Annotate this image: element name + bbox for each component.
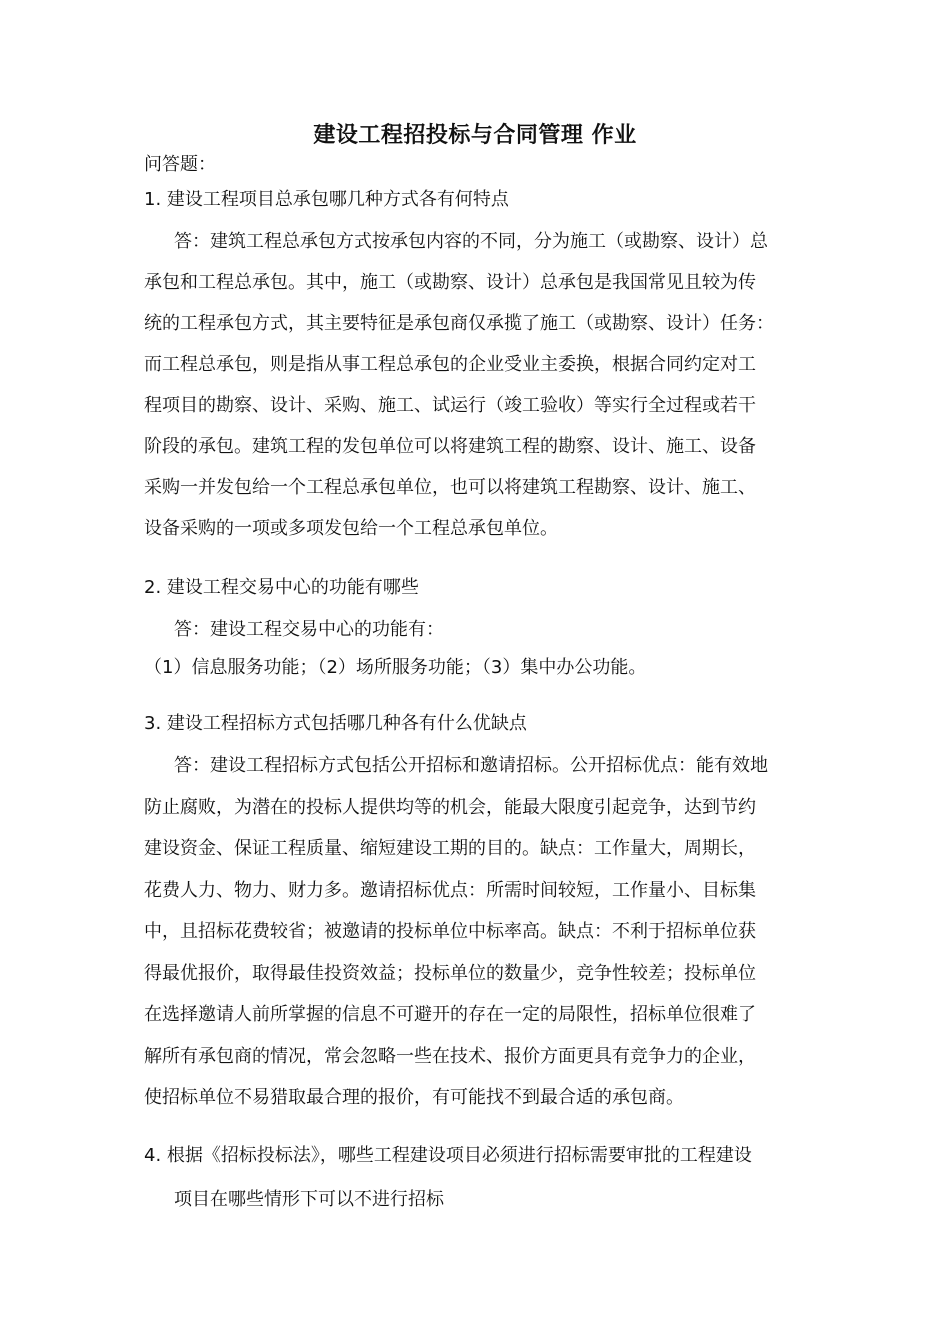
q1-answer-line-4: 而工程总承包，则是指从事工程总承包的企业受业主委换，根据合同约定对工 — [144, 354, 756, 375]
q2-answer-line-1: 答：建设工程交易中心的功能有： — [174, 619, 444, 640]
question-3-heading: 3. 建设工程招标方式包括哪几种各有什么优缺点 — [144, 713, 527, 734]
q3-answer-line-4: 花费人力、物力、财力多。邀请招标优点：所需时间较短，工作量小、目标集 — [144, 880, 756, 901]
q3-answer-line-7: 在选择邀请人前所掌握的信息不可避开的存在一定的局限性，招标单位很难了 — [144, 1004, 756, 1025]
q1-answer-line-5: 程项目的勘察、设计、采购、施工、试运行（竣工验收）等实行全过程或若干 — [144, 395, 756, 416]
q3-answer-line-2: 防止腐败，为潜在的投标人提供均等的机会，能最大限度引起竞争，达到节约 — [144, 797, 756, 818]
q1-answer-line-1: 答：建筑工程总承包方式按承包内容的不同，分为施工（或勘察、设计）总 — [174, 231, 768, 252]
q3-answer-line-5: 中，且招标花费较省；被邀请的投标单位中标率高。缺点：不利于招标单位获 — [144, 921, 756, 942]
q1-answer-line-7: 采购一并发包给一个工程总承包单位，也可以将建筑工程勘察、设计、施工、 — [144, 477, 756, 498]
q2-answer-line-2: （1）信息服务功能；（2）场所服务功能；（3）集中办公功能。 — [144, 657, 647, 678]
question-2-heading: 2. 建设工程交易中心的功能有哪些 — [144, 577, 419, 598]
q3-answer-line-1: 答：建设工程招标方式包括公开招标和邀请招标。公开招标优点：能有效地 — [174, 755, 768, 776]
document-title: 建设工程招投标与合同管理 作业 — [313, 123, 637, 148]
q1-answer-line-8: 设备采购的一项或多项发包给一个工程总承包单位。 — [144, 518, 558, 539]
question-1-heading: 1. 建设工程项目总承包哪几种方式各有何特点 — [144, 189, 509, 210]
q3-answer-line-8: 解所有承包商的情况，常会忽略一些在技术、报价方面更具有竞争力的企业， — [144, 1046, 756, 1067]
q1-answer-line-6: 阶段的承包。建筑工程的发包单位可以将建筑工程的勘察、设计、施工、设备 — [144, 436, 756, 457]
q4-heading-line-2: 项目在哪些情形下可以不进行招标 — [174, 1189, 444, 1210]
q3-answer-line-9: 使招标单位不易猎取最合理的报价，有可能找不到最合适的承包商。 — [144, 1087, 684, 1108]
q3-answer-line-3: 建设资金、保证工程质量、缩短建设工期的目的。缺点：工作量大，周期长， — [144, 838, 756, 859]
question-4-heading: 4. 根据《招标投标法》，哪些工程建设项目必须进行招标需要审批的工程建设 — [144, 1145, 752, 1166]
q1-answer-line-3: 统的工程承包方式，其主要特征是承包商仅承揽了施工（或勘察、设计）任务： — [144, 313, 774, 334]
q1-answer-line-2: 承包和工程总承包。其中，施工（或勘察、设计）总承包是我国常见且较为传 — [144, 272, 756, 293]
q3-answer-line-6: 得最优报价，取得最佳投资效益；投标单位的数量少，竞争性较差；投标单位 — [144, 963, 756, 984]
section-label: 问答题： — [144, 154, 216, 175]
